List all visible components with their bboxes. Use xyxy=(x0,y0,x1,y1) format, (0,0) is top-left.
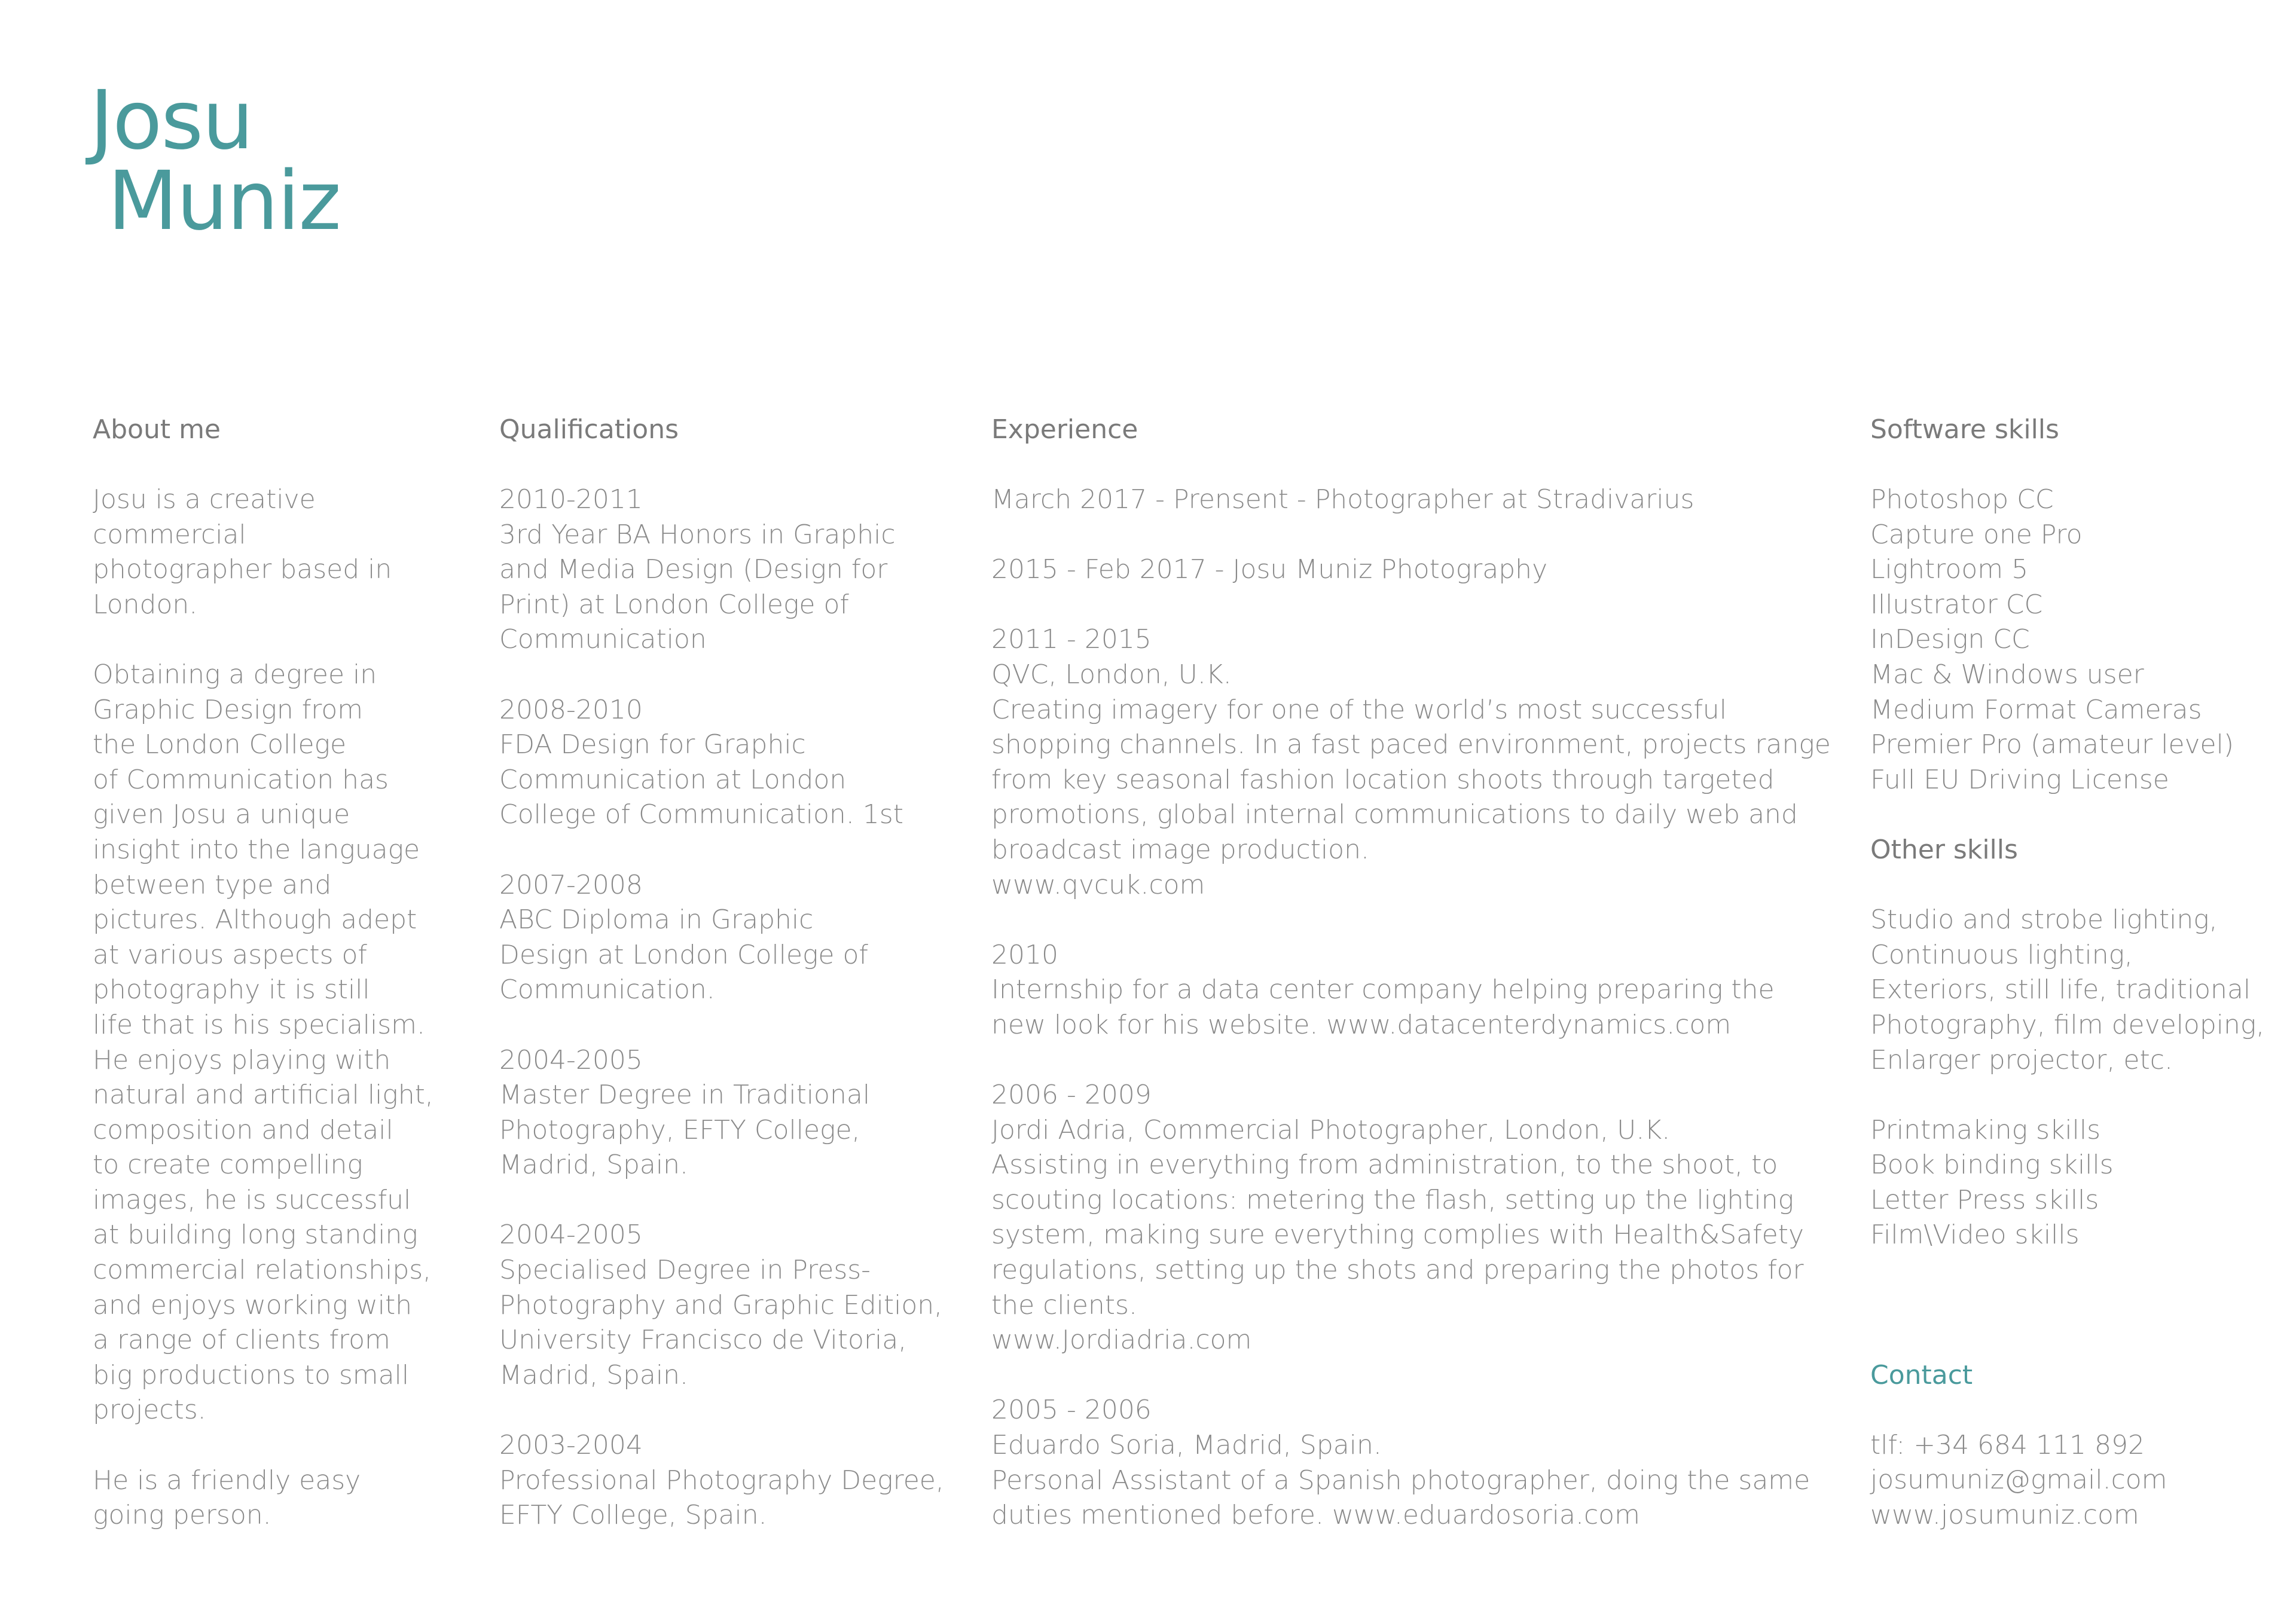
experience-heading: Experience xyxy=(991,414,1138,445)
about-paragraph-line: photography it is still xyxy=(93,974,370,1005)
about-paragraph-line: pictures. Although adept xyxy=(93,904,417,936)
software-skill: Full EU Driving License xyxy=(1870,764,2169,795)
about-paragraph-line: a range of clients from xyxy=(93,1325,390,1356)
qualification-item-line: Photography, EFTY College, xyxy=(499,1114,860,1145)
qualification-item-line: 2004-2005 xyxy=(499,1219,643,1251)
about-paragraph xyxy=(93,1463,433,1533)
contact-email[interactable]: josumuniz@gmail.com xyxy=(1870,1465,2167,1496)
about-paragraph-line: at various aspects of xyxy=(93,939,367,970)
experience-item-line: Jordi Adria, Commercial Photographer, London, U.K. xyxy=(991,1114,1671,1145)
other-skill-group xyxy=(1870,903,2264,1078)
experience-item-line: scouting locations: metering the flash, setting up the lighting xyxy=(991,1184,1794,1215)
experience-item xyxy=(991,482,1831,518)
experience-item-line: new look for his website. www.datacenterdynamics.com xyxy=(991,1009,1732,1040)
experience-item-line: 2006 - 2009 xyxy=(991,1080,1152,1111)
other-skill-group-line: Photography, film developing, xyxy=(1870,1009,2265,1040)
about-paragraph-line: to create compelling xyxy=(93,1150,363,1181)
about-paragraph-line: at building long standing xyxy=(93,1219,418,1251)
qualification-item xyxy=(499,693,944,833)
about-paragraph-line: life that is his specialism. xyxy=(93,1009,426,1040)
qualification-item-line: Master Degree in Traditional xyxy=(499,1080,871,1111)
qualification-item-line: Print) at London College of xyxy=(499,589,849,620)
experience-item-line: Personal Assistant of a Spanish photographer, doing the same xyxy=(991,1465,1810,1496)
experience-item xyxy=(991,1393,1831,1533)
experience-item xyxy=(991,1078,1831,1358)
experience-item-line: 2010 xyxy=(991,939,1058,970)
about-paragraph-line: Obtaining a degree in xyxy=(93,659,377,690)
qualification-item xyxy=(499,1043,944,1183)
contact-heading: Contact xyxy=(1870,1359,1973,1390)
qualification-item-line: Communication at London xyxy=(499,764,847,795)
about-paragraph-line: commercial relationships, xyxy=(93,1255,432,1286)
qualification-item xyxy=(499,1218,944,1393)
about-paragraph-line: of Communication has xyxy=(93,764,389,795)
qualification-item xyxy=(499,868,944,1008)
experience-item-line: Internship for a data center company helping preparing the xyxy=(991,974,1775,1005)
experience-section xyxy=(991,412,1831,1568)
qualification-item-line: EFTY College, Spain. xyxy=(499,1500,767,1531)
experience-item xyxy=(991,552,1831,588)
software-skill: Illustrator CC xyxy=(1870,589,2043,620)
contact-website[interactable]: www.josumuniz.com xyxy=(1870,1500,2139,1531)
name-title xyxy=(90,74,340,249)
about-paragraph-line: and enjoys working with xyxy=(93,1289,413,1321)
about-paragraph-line: the London College xyxy=(93,729,347,760)
about-paragraph xyxy=(93,658,433,1428)
software-list xyxy=(1870,482,2264,797)
about-paragraph-line: between type and xyxy=(93,869,332,900)
qualification-item-line: Madrid, Spain. xyxy=(499,1150,688,1181)
qualification-item-line: Design at London College of xyxy=(499,939,868,970)
experience-item-line: broadcast image production. xyxy=(991,834,1369,865)
about-paragraph-line: images, he is successful xyxy=(93,1184,411,1215)
other-skill-group-line: Continuous lighting, xyxy=(1870,939,2133,970)
about-paragraph-line: Graphic Design from xyxy=(93,694,364,725)
contact-phone[interactable]: tlf: +34 684 111 892 xyxy=(1870,1429,2145,1460)
other-skill-group-line: Letter Press skills xyxy=(1870,1184,2099,1215)
qualification-item-line: ABC Diploma in Graphic xyxy=(499,904,814,936)
experience-item-line: promotions, global internal communications to daily web and xyxy=(991,799,1798,830)
first-name: Josu xyxy=(90,74,253,168)
qualification-item-line: 2007-2008 xyxy=(499,869,643,900)
experience-item-line: Creating imagery for one of the world’s most successful xyxy=(991,694,1727,725)
experience-item-line: shopping channels. In a fast paced environment, projects range xyxy=(991,729,1831,760)
qualification-item-line: Photography and Graphic Edition, xyxy=(499,1289,943,1321)
about-paragraph-line: natural and artificial light, xyxy=(93,1080,433,1111)
experience-item-line: Eduardo Soria, Madrid, Spain. xyxy=(991,1430,1382,1461)
last-name: Muniz xyxy=(108,154,340,249)
about-paragraph-line: photographer based in xyxy=(93,554,392,585)
qualification-item-line: 2004-2005 xyxy=(499,1044,643,1075)
experience-item xyxy=(991,622,1831,903)
about-body xyxy=(93,482,433,1533)
other-skill-group-line: Film\Video skills xyxy=(1870,1219,2080,1251)
about-paragraph-line: Josu is a creative xyxy=(93,484,316,515)
software-skill: InDesign CC xyxy=(1870,624,2030,655)
experience-item xyxy=(991,938,1831,1043)
qualification-item-line: 2010-2011 xyxy=(499,484,643,515)
qualification-item-line: Communication xyxy=(499,624,707,655)
about-paragraph-line: going person. xyxy=(93,1500,271,1531)
software-skill: Photoshop CC xyxy=(1870,484,2054,515)
about-paragraph-line: He is a friendly easy xyxy=(93,1465,361,1496)
experience-item-line: duties mentioned before. www.eduardosoria.com xyxy=(991,1500,1640,1531)
about-heading: About me xyxy=(93,414,221,445)
experience-item-line: 2005 - 2006 xyxy=(991,1395,1152,1426)
software-skill: Mac & Windows user xyxy=(1870,659,2144,690)
skills-section xyxy=(1870,412,2264,1533)
experience-item-line: the clients. xyxy=(991,1289,1137,1321)
other-skill-group-line: Book binding skills xyxy=(1870,1150,2114,1181)
experience-item-line: March 2017 - Prensent - Photographer at Stradivarius xyxy=(991,484,1694,515)
qualifications-heading: Qualifications xyxy=(499,414,679,445)
experience-item-line: from key seasonal fashion location shoots through targeted xyxy=(991,764,1775,795)
about-paragraph-line: commercial xyxy=(93,519,246,550)
other-skill-group-line: Printmaking skills xyxy=(1870,1114,2101,1145)
about-paragraph-line: given Josu a unique xyxy=(93,799,350,830)
about-paragraph-line: big productions to small xyxy=(93,1359,410,1390)
software-skill: Medium Format Cameras xyxy=(1870,694,2202,725)
qualification-item-line: Professional Photography Degree, xyxy=(499,1465,944,1496)
about-paragraph-line: insight into the language xyxy=(93,834,420,865)
experience-item-line: 2015 - Feb 2017 - Josu Muniz Photography xyxy=(991,554,1548,585)
qualification-item-line: Madrid, Spain. xyxy=(499,1359,688,1390)
other-skill-group-line: Studio and strobe lighting, xyxy=(1870,904,2218,936)
experience-item-line: system, making sure everything complies with Health&Safety xyxy=(991,1219,1804,1251)
about-paragraph-line: composition and detail xyxy=(93,1114,393,1145)
qualification-item-line: FDA Design for Graphic xyxy=(499,729,806,760)
other-skill-group-line: Enlarger projector, etc. xyxy=(1870,1044,2173,1075)
qualification-item xyxy=(499,1428,944,1533)
other-skills-list xyxy=(1870,903,2264,1253)
experience-item-line: 2011 - 2015 xyxy=(991,624,1152,655)
qualifications-list xyxy=(499,482,944,1533)
qualifications-section xyxy=(499,412,944,1568)
experience-item-line: Assisting in everything from administration, to the shoot, to xyxy=(991,1150,1778,1181)
about-paragraph-line: projects. xyxy=(93,1395,206,1426)
about-paragraph-line: London. xyxy=(93,589,198,620)
about-section xyxy=(93,412,433,1568)
other-skill-group-line: Exteriors, still life, traditional xyxy=(1870,974,2251,1005)
qualification-item-line: 2008-2010 xyxy=(499,694,643,725)
experience-item-line: www.qvcuk.com xyxy=(991,869,1205,900)
other-skill-group xyxy=(1870,1113,2264,1253)
software-heading: Software skills xyxy=(1870,414,2059,445)
qualification-item xyxy=(499,482,944,658)
experience-item-line: QVC, London, U.K. xyxy=(991,659,1232,690)
experience-item-line: regulations, setting up the shots and preparing the photos for xyxy=(991,1255,1804,1286)
other-heading: Other skills xyxy=(1870,834,2018,865)
qualification-item-line: Communication. xyxy=(499,974,715,1005)
qualification-item-line: and Media Design (Design for xyxy=(499,554,888,585)
software-skill: Premier Pro (amateur level) xyxy=(1870,729,2234,760)
software-skill: Capture one Pro xyxy=(1870,519,2083,550)
about-paragraph-line: He enjoys playing with xyxy=(93,1044,391,1075)
software-skill: Lightroom 5 xyxy=(1870,554,2029,585)
qualification-item-line: University Francisco de Vitoria, xyxy=(499,1325,907,1356)
experience-list xyxy=(991,482,1831,1533)
qualification-item-line: 2003-2004 xyxy=(499,1430,643,1461)
about-paragraph xyxy=(93,482,433,622)
qualification-item-line: 3rd Year BA Honors in Graphic xyxy=(499,519,896,550)
experience-item-line: www.Jordiadria.com xyxy=(991,1325,1252,1356)
qualification-item-line: College of Communication. 1st xyxy=(499,799,903,830)
qualification-item-line: Specialised Degree in Press- xyxy=(499,1255,871,1286)
